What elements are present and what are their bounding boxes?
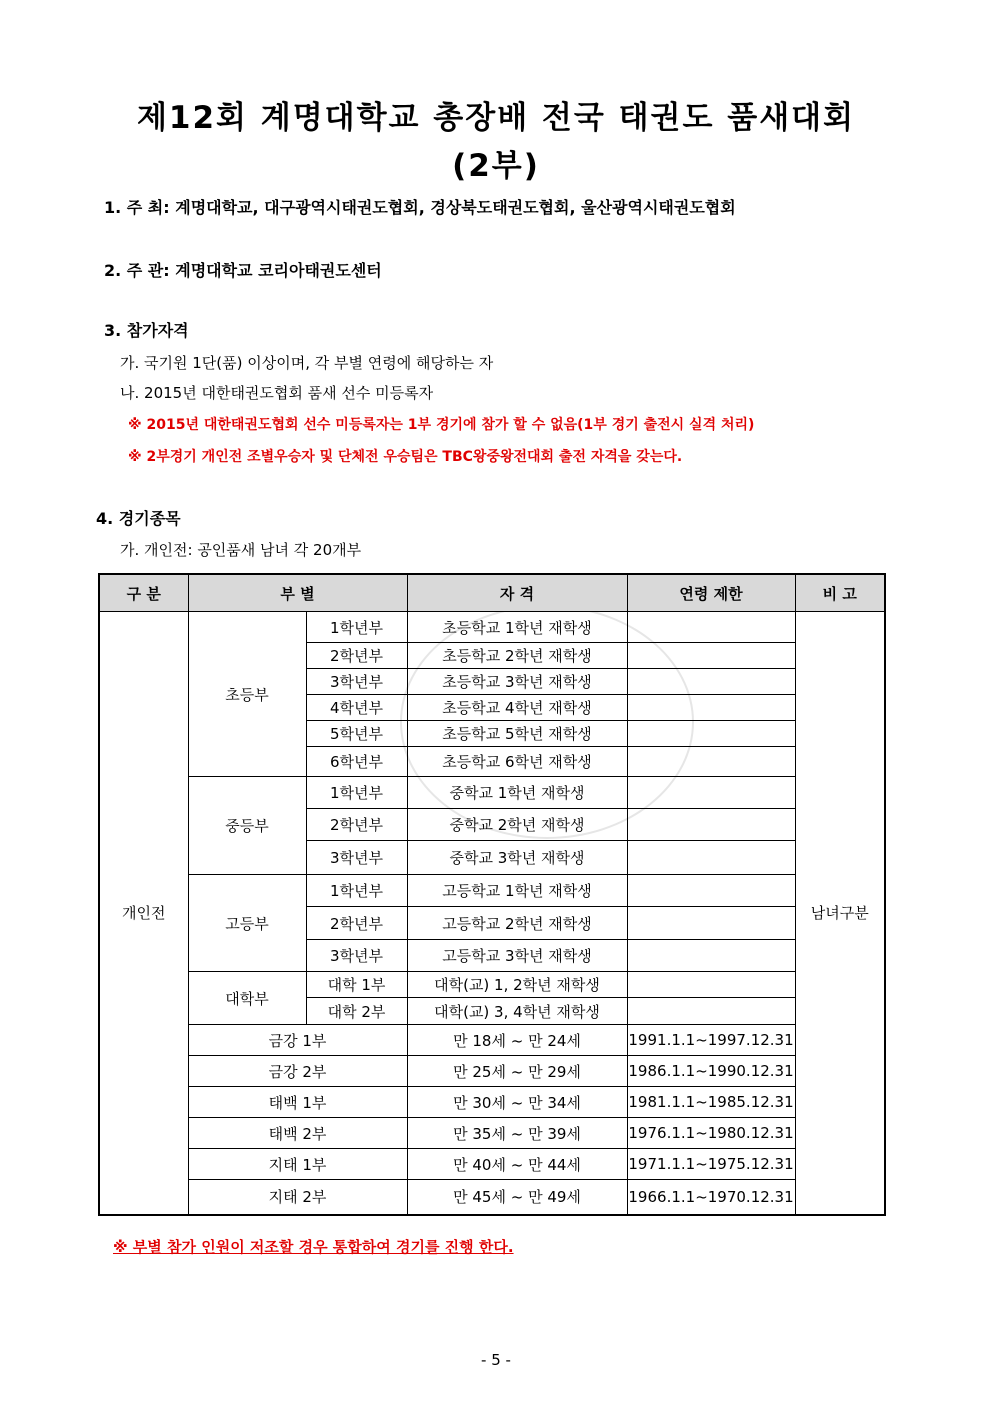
document-subtitle: (2부) bbox=[452, 148, 540, 184]
qualification-cell: 만 40세 ~ 만 44세 bbox=[407, 1149, 627, 1180]
group-cell: 중등부 bbox=[188, 777, 306, 875]
table-row bbox=[99, 972, 885, 998]
qualification-cell: 만 30세 ~ 만 34세 bbox=[407, 1087, 627, 1118]
age-cell: 1976.1.1~1980.12.31 bbox=[627, 1118, 795, 1149]
qualification-cell: 초등학교 1학년 재학생 bbox=[407, 612, 627, 643]
sub-division-cell: 대학 2부 bbox=[306, 998, 407, 1025]
age-cell: 1971.1.1~1975.12.31 bbox=[627, 1149, 795, 1180]
table-row bbox=[99, 1118, 885, 1149]
sub-division-cell: 2학년부 bbox=[306, 907, 407, 940]
events-table bbox=[98, 573, 886, 1216]
qualification-cell: 만 18세 ~ 만 24세 bbox=[407, 1025, 627, 1056]
table-row bbox=[99, 1180, 885, 1215]
age-cell bbox=[627, 998, 795, 1025]
adult-division-cell: 지태 2부 bbox=[188, 1180, 407, 1215]
qualification-cell: 만 35세 ~ 만 39세 bbox=[407, 1118, 627, 1149]
age-cell bbox=[627, 907, 795, 940]
age-cell bbox=[627, 747, 795, 777]
group-cell: 고등부 bbox=[188, 875, 306, 972]
age-cell: 1966.1.1~1970.12.31 bbox=[627, 1180, 795, 1215]
adult-division-cell: 태백 1부 bbox=[188, 1087, 407, 1118]
eligibility-item-b: 나. 2015년 대한태권도협회 품새 선수 미등록자 bbox=[120, 384, 434, 402]
qualification-cell: 만 25세 ~ 만 29세 bbox=[407, 1056, 627, 1087]
section-eligibility-heading: 3. 참가자격 bbox=[104, 321, 189, 340]
table-row bbox=[99, 875, 885, 907]
adult-division-cell: 태백 2부 bbox=[188, 1118, 407, 1149]
age-cell bbox=[627, 972, 795, 998]
sub-division-cell: 3학년부 bbox=[306, 940, 407, 972]
qualification-cell: 초등학교 3학년 재학생 bbox=[407, 669, 627, 695]
age-cell bbox=[627, 875, 795, 907]
sub-division-cell: 1학년부 bbox=[306, 875, 407, 907]
qualification-cell: 고등학교 2학년 재학생 bbox=[407, 907, 627, 940]
table-row bbox=[99, 1056, 885, 1087]
eligibility-item-a: 가. 국기원 1단(품) 이상이며, 각 부별 연령에 해당하는 자 bbox=[120, 354, 494, 372]
qualification-cell: 초등학교 4학년 재학생 bbox=[407, 695, 627, 721]
bottom-note: ※ 부별 참가 인원이 저조할 경우 통합하여 경기를 진행 한다. bbox=[113, 1238, 514, 1256]
table-row bbox=[99, 777, 885, 809]
qualification-cell: 초등학교 6학년 재학생 bbox=[407, 747, 627, 777]
qualification-cell: 고등학교 3학년 재학생 bbox=[407, 940, 627, 972]
qualification-cell: 만 45세 ~ 만 49세 bbox=[407, 1180, 627, 1215]
table-row bbox=[99, 1149, 885, 1180]
header-age-limit: 연령 제한 bbox=[627, 574, 795, 612]
adult-division-cell: 지태 1부 bbox=[188, 1149, 407, 1180]
sub-division-cell: 5학년부 bbox=[306, 721, 407, 747]
eligibility-note-2: ※ 2부경기 개인전 조별우승자 및 단체전 우승팀은 TBC왕중왕전대회 출전 자격을 갖는다. bbox=[128, 449, 683, 465]
qualification-cell: 대학(교) 1, 2학년 재학생 bbox=[407, 972, 627, 998]
group-cell: 초등부 bbox=[188, 612, 306, 777]
section-events-heading: 4. 경기종목 bbox=[96, 509, 181, 528]
age-cell: 1991.1.1~1997.12.31 bbox=[627, 1025, 795, 1056]
adult-division-cell: 금강 1부 bbox=[188, 1025, 407, 1056]
age-cell bbox=[627, 612, 795, 643]
group-cell: 대학부 bbox=[188, 972, 306, 1025]
section-host: 1. 주 최: 계명대학교, 대구광역시태권도협회, 경상북도태권도협회, 울산광역시태권도협회 bbox=[104, 198, 736, 217]
qualification-cell: 초등학교 5학년 재학생 bbox=[407, 721, 627, 747]
category-cell: 개인전 bbox=[99, 612, 188, 1215]
sub-division-cell: 3학년부 bbox=[306, 669, 407, 695]
age-cell bbox=[627, 721, 795, 747]
events-item-a: 가. 개인전: 공인품새 남녀 각 20개부 bbox=[120, 541, 362, 559]
qualification-cell: 초등학교 2학년 재학생 bbox=[407, 643, 627, 669]
table-header-row bbox=[99, 574, 885, 612]
qualification-cell: 중학교 1학년 재학생 bbox=[407, 777, 627, 809]
age-cell: 1981.1.1~1985.12.31 bbox=[627, 1087, 795, 1118]
table-row bbox=[99, 1025, 885, 1056]
remark-cell: 남녀구분 bbox=[795, 612, 885, 1215]
sub-division-cell: 2학년부 bbox=[306, 643, 407, 669]
sub-division-cell: 1학년부 bbox=[306, 612, 407, 643]
header-category: 구 분 bbox=[99, 574, 188, 612]
qualification-cell: 고등학교 1학년 재학생 bbox=[407, 875, 627, 907]
sub-division-cell: 2학년부 bbox=[306, 809, 407, 841]
sub-division-cell: 1학년부 bbox=[306, 777, 407, 809]
age-cell bbox=[627, 669, 795, 695]
age-cell bbox=[627, 841, 795, 875]
age-cell: 1986.1.1~1990.12.31 bbox=[627, 1056, 795, 1087]
age-cell bbox=[627, 940, 795, 972]
document-title: 제12회 계명대학교 총장배 전국 태권도 품새대회 bbox=[136, 100, 856, 136]
sub-division-cell: 3학년부 bbox=[306, 841, 407, 875]
adult-division-cell: 금강 2부 bbox=[188, 1056, 407, 1087]
qualification-cell: 대학(교) 3, 4학년 재학생 bbox=[407, 998, 627, 1025]
age-cell bbox=[627, 695, 795, 721]
sub-division-cell: 대학 1부 bbox=[306, 972, 407, 998]
header-qualification: 자 격 bbox=[407, 574, 627, 612]
qualification-cell: 중학교 2학년 재학생 bbox=[407, 809, 627, 841]
age-cell bbox=[627, 809, 795, 841]
header-remark: 비 고 bbox=[795, 574, 885, 612]
eligibility-note-1: ※ 2015년 대한태권도협회 선수 미등록자는 1부 경기에 참가 할 수 없음(1부 경기 출전시 실격 처리) bbox=[128, 417, 755, 433]
page-number: - 5 - bbox=[481, 1351, 511, 1369]
table-row bbox=[99, 1087, 885, 1118]
sub-division-cell: 6학년부 bbox=[306, 747, 407, 777]
age-cell bbox=[627, 777, 795, 809]
section-organizer: 2. 주 관: 계명대학교 코리아태권도센터 bbox=[104, 261, 382, 280]
qualification-cell: 중학교 3학년 재학생 bbox=[407, 841, 627, 875]
age-cell bbox=[627, 643, 795, 669]
header-division: 부 별 bbox=[188, 574, 407, 612]
sub-division-cell: 4학년부 bbox=[306, 695, 407, 721]
table-row bbox=[99, 612, 885, 643]
